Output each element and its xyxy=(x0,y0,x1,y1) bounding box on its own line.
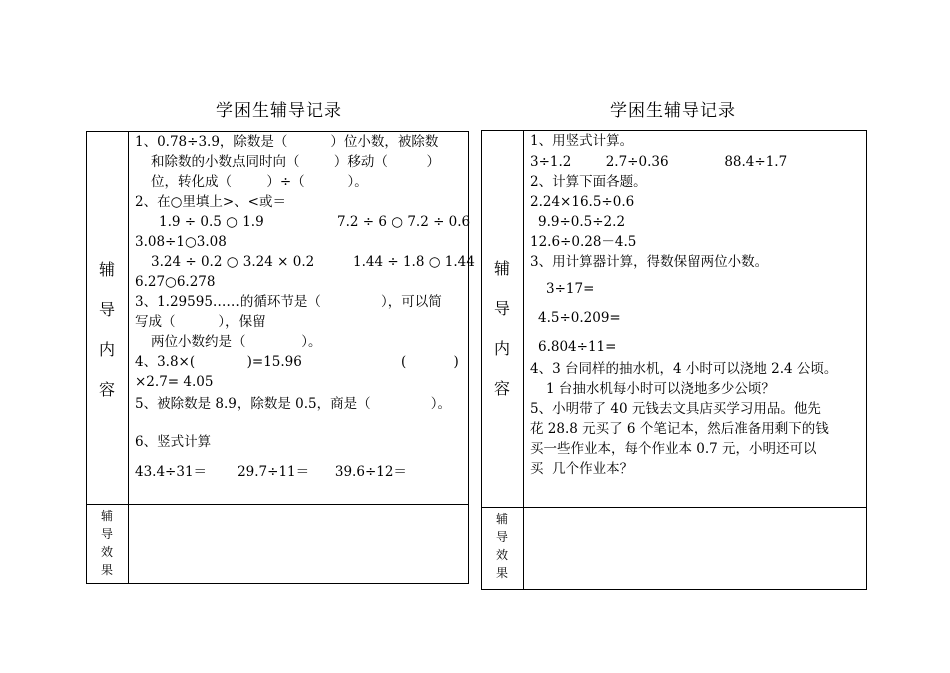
right-line: 3÷17= xyxy=(546,281,595,297)
right-line: 花 28.8 元买了 6 个笔记本，然后准备用剩下的钱 xyxy=(530,421,829,437)
left-line: 6.27○6.278 xyxy=(135,274,216,290)
right-line: 9.9÷0.5÷2.2 xyxy=(538,214,626,230)
left-line: 1.44 ÷ 1.8 ○ 1.44 xyxy=(353,254,475,270)
left-record-table xyxy=(86,131,475,584)
right-column-divider xyxy=(523,131,524,589)
right-line: 3÷1.2 2.7÷0.36 88.4÷1.7 xyxy=(530,154,788,170)
left-line: 和除数的小数点同时向（ ）移动（ ） xyxy=(151,154,440,170)
right-line: 4.5÷0.209= xyxy=(538,310,621,326)
right-label-effect: 辅 导 效 果 xyxy=(495,512,508,580)
left-line: 3、1.29595……的循环节是（ ），可以简 xyxy=(135,294,442,310)
left-line: 两位小数约是（ ）。 xyxy=(151,334,322,350)
left-line: 位，转化成（ ）÷（ ）。 xyxy=(151,174,368,190)
left-line: ×2.7= 4.05 xyxy=(135,374,214,390)
right-line: 5、小明带了 40 元钱去文具店买学习用品。他先 xyxy=(530,401,821,417)
right-record-table xyxy=(481,130,867,590)
right-label-content: 辅 导 内 容 xyxy=(493,259,510,398)
left-row-divider xyxy=(87,504,468,505)
right-line: 1、用竖式计算。 xyxy=(530,133,634,149)
left-line: 写成（ ），保留 xyxy=(135,314,266,330)
right-line: 4、3 台同样的抽水机，4 小时可以浇地 2.4 公顷。 xyxy=(530,361,838,377)
right-line: 买 几个作业本？ xyxy=(530,461,634,477)
right-line: 12.6÷0.28－4.5 xyxy=(530,234,637,250)
left-line: 3.08÷1○3.08 xyxy=(135,234,227,250)
left-label-effect: 辅 导 效 果 xyxy=(100,509,113,577)
right-line: 1 台抽水机每小时可以浇地多少公顷？ xyxy=(546,381,775,397)
left-line: 7.2 ÷ 6 ○ 7.2 ÷ 0.6 xyxy=(337,214,471,230)
left-line: 3.24 ÷ 0.2 ○ 3.24 × 0.2 xyxy=(151,254,315,270)
left-line: 1.9 ÷ 0.5 ○ 1.9 xyxy=(159,214,264,230)
left-line: ( ) xyxy=(401,354,459,370)
left-label-content: 辅 导 内 容 xyxy=(98,260,115,399)
left-line: 5、被除数是 8.9，除数是 0.5，商是（ ）。 xyxy=(135,396,451,412)
right-line: 6.804÷11= xyxy=(538,339,617,355)
left-line: 1、0.78÷3.9，除数是（ ）位小数，被除数 xyxy=(135,134,439,150)
right-title: 学困生辅导记录 xyxy=(610,101,736,121)
left-line: 4、3.8×( )=15.96 xyxy=(135,354,302,370)
left-line: 43.4÷31＝ 29.7÷11＝ 39.6÷12＝ xyxy=(135,464,407,480)
left-column-divider xyxy=(128,132,129,583)
left-title: 学困生辅导记录 xyxy=(216,101,342,121)
right-line: 2.24×16.5÷0.6 xyxy=(530,194,635,210)
right-line: 2、计算下面各题。 xyxy=(530,174,647,190)
right-row-divider xyxy=(482,507,866,508)
right-line: 3、用计算器计算，得数保留两位小数。 xyxy=(530,254,769,270)
left-line: 2、在○里填上>、<或＝ xyxy=(135,194,286,210)
left-line: 6、竖式计算 xyxy=(135,434,212,450)
right-line: 买一些作业本，每个作业本 0.7 元，小明还可以 xyxy=(530,441,817,457)
